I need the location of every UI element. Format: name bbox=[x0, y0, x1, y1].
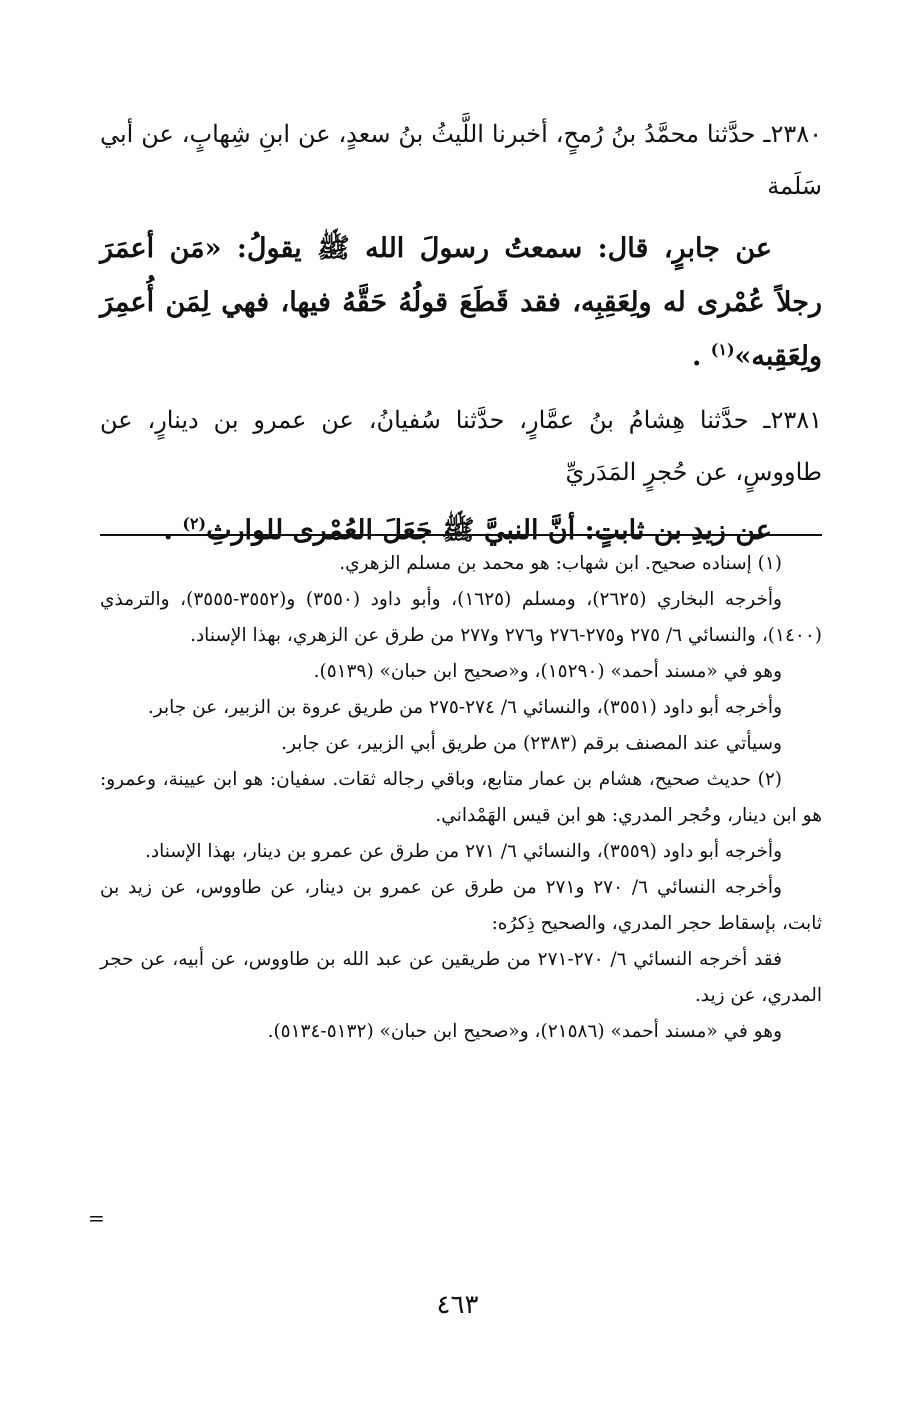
hadith-2381-isnad: ٢٣٨١ـ حدَّثنا هِشامُ بنُ عمَّارٍ، حدَّثنا سُفيانُ، عن عمرو بن دينارٍ، عن طاووسٍ، عن حُجرٍ المَدَريِّ bbox=[100, 406, 822, 486]
footnote-line: وأخرجه أبو داود (٣٥٥٩)، والنسائي ٦/ ٢٧١ من طرق عن عمرو بن دينار، بهذا الإسناد. bbox=[144, 841, 782, 862]
hadith-2380-isnad: ٢٣٨٠ـ حدَّثنا محمَّدُ بنُ رُمحٍ، أخبرنا اللَّيثُ بنُ سعدٍ، عن ابنِ شِهابٍ، عن أبي سَلَمة bbox=[100, 120, 822, 200]
main-text bbox=[100, 108, 822, 558]
continuation-mark: = bbox=[88, 1206, 105, 1230]
footnote-line: (١) إسناده صحيح. ابن شهاب: هو محمد بن مسلم الزهري. bbox=[339, 553, 782, 574]
footnotes bbox=[100, 546, 822, 1050]
hadith-2381-end: . bbox=[163, 515, 183, 546]
footnote-line: وأخرجه البخاري (٢٦٢٥)، ومسلم (١٦٢٥)، وأبو داود (٣٥٥٠) و(٣٥٥٢-٣٥٥٥)، والترمذي (١٤٠٠)، والنسائي ٦/ ٢٧٥ و٢٧٥-٢٧٦ و٢٧٦ و٢٧٧ من طرق عن الزهري، بهذا الإسناد. bbox=[100, 589, 822, 646]
hadith-2380-matn bbox=[100, 222, 822, 384]
footnote-line: فقد أخرجه النسائي ٦/ ٢٧٠-٢٧١ من طريقين عن عبد الله بن طاووس، عن أبيه، عن حجر المدري، عن زيد. bbox=[100, 949, 822, 1006]
footnote-line: وهو في «مسند أحمد» (١٥٢٩٠)، و«صحيح ابن حبان» (٥١٣٩). bbox=[313, 661, 782, 682]
footnote-ref-2: (٢) bbox=[182, 514, 207, 533]
hadith-2380-text: عن جابرٍ، قال: سمعتُ رسولَ الله ﷺ يقولُ: «مَن أعمَرَ رجلاً عُمْرى له ولِعَقِبِه، فقد قَطَعَ قولُهُ حَقَّهُ فيها، فهي لِمَن أُعمِرَ ولِعَقِبه» bbox=[100, 233, 822, 372]
footnote-divider bbox=[100, 534, 822, 536]
footnote-line: (٢) حديث صحيح، هشام بن عمار متابع، وباقي رجاله ثقات. سفيان: هو ابن عيينة، وعمرو: هو ابن دينار، وحُجر المدري: هو ابن قيس الهَمْداني. bbox=[100, 769, 822, 826]
footnote-line: وهو في «مسند أحمد» (٢١٥٨٦)، و«صحيح ابن حبان» (٥١٣٢-٥١٣٤). bbox=[267, 1021, 782, 1042]
footnote-line: وأخرجه النسائي ٦/ ٢٧٠ و٢٧١ من طرق عن عمرو بن دينار، عن طاووس، عن زيد بن ثابت، بإسقاط حجر المدري، والصحيح ذِكرُه: bbox=[100, 877, 822, 934]
hadith-2380-end: . bbox=[691, 341, 711, 372]
footnote-line: وسيأتي عند المصنف برقم (٢٣٨٣) من طريق أبي الزبير، عن جابر. bbox=[281, 733, 782, 754]
footnote-ref-1: (١) bbox=[710, 340, 735, 359]
page-number: ٤٦٣ bbox=[436, 1290, 479, 1320]
hadith-2381-text: عن زيدِ بن ثابتٍ: أنَّ النبيَّ ﷺ جَعَلَ العُمْرى للوارثِ bbox=[206, 515, 772, 546]
footnote-line: وأخرجه أبو داود (٣٥٥١)، والنسائي ٦/ ٢٧٤-٢٧٥ من طريق عروة بن الزبير، عن جابر. bbox=[147, 697, 782, 718]
